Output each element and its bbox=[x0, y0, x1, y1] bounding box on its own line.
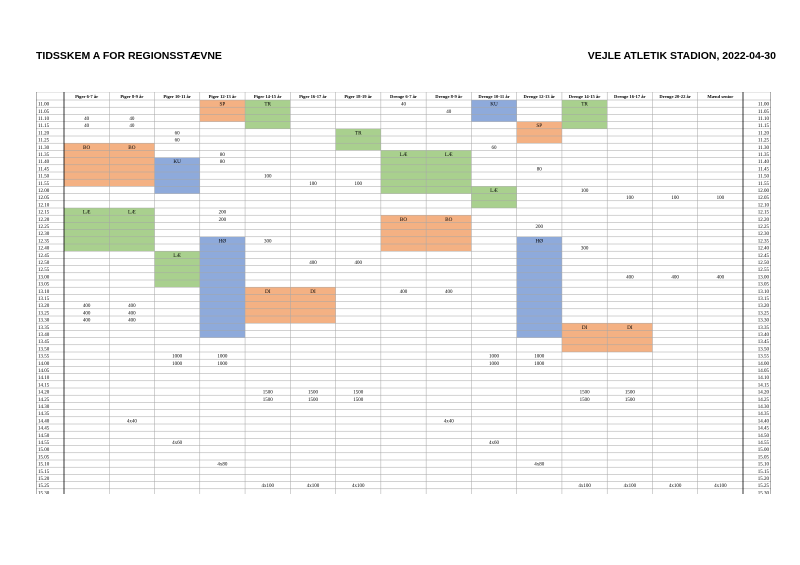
time-label-right: 11.45 bbox=[757, 167, 769, 173]
time-label-right: 14.35 bbox=[757, 412, 769, 418]
time-label-left: 12.15 bbox=[38, 210, 50, 216]
event-entry: 4x100 bbox=[714, 484, 727, 490]
event-label: LÆ bbox=[173, 252, 182, 259]
event-entry: 1500 bbox=[262, 390, 273, 396]
column-header: Piger 8-9 år bbox=[120, 94, 144, 100]
time-label-left: 15.00 bbox=[38, 448, 50, 454]
column-header: Drenge 12-13 år bbox=[523, 94, 556, 100]
time-label-right: 13.50 bbox=[757, 347, 769, 353]
column-header: Drenge 14-15 år bbox=[568, 94, 601, 100]
event-entry: 400 bbox=[82, 318, 91, 324]
event-entry: 400 bbox=[354, 261, 362, 266]
time-label-left: 13.20 bbox=[38, 304, 50, 310]
event-label: BO bbox=[445, 216, 453, 223]
event-entry: 400 bbox=[716, 275, 725, 281]
event-entry: 400 bbox=[128, 318, 136, 324]
event-entry: 400 bbox=[128, 311, 136, 317]
event-entry: 4x60 bbox=[489, 441, 500, 446]
event-label: SP bbox=[536, 123, 543, 130]
column-header: Drenge 16-17 år bbox=[614, 94, 646, 100]
page-title: TIDSSKEM A FOR REGIONSSTÆVNE bbox=[36, 50, 222, 62]
event-entry: 1000 bbox=[489, 354, 500, 360]
event-label: TR bbox=[354, 130, 362, 137]
time-label-right: 11.00 bbox=[757, 102, 769, 108]
event-label: LÆ bbox=[444, 152, 453, 158]
column-header: Drenge 6-7 år bbox=[390, 94, 417, 100]
time-label-right: 11.30 bbox=[757, 145, 769, 151]
time-label-left: 11.05 bbox=[38, 109, 50, 115]
time-label-right: 13.55 bbox=[757, 354, 769, 360]
event-label: BO bbox=[128, 144, 136, 151]
event-entry: 400 bbox=[82, 304, 91, 310]
time-label-right: 12.20 bbox=[757, 217, 769, 223]
time-label-right: 12.40 bbox=[757, 246, 769, 252]
time-label-left: 12.50 bbox=[38, 261, 50, 266]
time-label-left: 12.35 bbox=[38, 239, 50, 245]
time-label-right: 14.10 bbox=[757, 376, 769, 382]
time-label-left: 12.10 bbox=[38, 203, 50, 209]
time-label-left: 12.45 bbox=[38, 253, 50, 259]
event-entry: 400 bbox=[309, 261, 317, 266]
time-label-right: 11.20 bbox=[757, 131, 769, 137]
column-header: Drenge 8-9 år bbox=[435, 94, 463, 100]
event-entry: 60 bbox=[174, 138, 180, 144]
time-label-right: 12.00 bbox=[757, 189, 769, 194]
time-label-right: 14.50 bbox=[757, 433, 769, 439]
column-header: Drenge 20-22 år bbox=[659, 94, 691, 100]
event-entry: 300 bbox=[263, 239, 272, 245]
column-header: Drenge 10-11 år bbox=[478, 94, 510, 100]
time-label-left: 14.05 bbox=[38, 369, 50, 374]
time-label-left: 11.10 bbox=[38, 117, 50, 122]
event-entry: 400 bbox=[671, 275, 679, 281]
event-entry: 4x100 bbox=[351, 484, 365, 490]
event-entry: 4x100 bbox=[261, 484, 274, 490]
event-label: TR bbox=[581, 101, 588, 108]
time-label-right: 11.35 bbox=[757, 153, 769, 158]
time-label-right: 14.15 bbox=[757, 383, 769, 389]
time-label-right: 12.25 bbox=[757, 225, 769, 230]
time-label-right: 13.40 bbox=[757, 333, 769, 338]
time-label-left: 11.45 bbox=[38, 167, 50, 173]
event-entry: 80 bbox=[219, 160, 225, 166]
event-label: DI bbox=[310, 288, 316, 295]
time-label-left: 13.25 bbox=[38, 311, 50, 317]
time-label-right: 13.00 bbox=[757, 275, 769, 281]
time-label-left: 11.35 bbox=[38, 153, 50, 158]
time-label-left: 12.30 bbox=[38, 232, 50, 238]
time-label-right: 14.05 bbox=[757, 369, 769, 374]
time-label-left: 14.40 bbox=[38, 419, 50, 425]
time-label-left: 11.40 bbox=[38, 160, 50, 166]
column-header: Piger 12-13 år bbox=[208, 94, 237, 100]
event-entry: 80 bbox=[536, 167, 542, 173]
venue-date-title: VEJLE ATLETIK STADION, 2022-04-30 bbox=[587, 50, 776, 62]
time-label-right: 15.15 bbox=[757, 469, 769, 475]
time-label-right: 14.20 bbox=[757, 390, 769, 396]
time-label-right: 13.20 bbox=[757, 304, 769, 310]
time-label-right: 12.35 bbox=[757, 239, 769, 245]
time-label-right: 12.15 bbox=[757, 210, 769, 216]
event-entry: 1500 bbox=[624, 390, 635, 396]
time-label-left: 13.40 bbox=[38, 333, 50, 338]
time-label-right: 12.45 bbox=[757, 253, 769, 259]
column-header: Piger 6-7 år bbox=[75, 94, 99, 100]
time-label-right: 15.10 bbox=[757, 462, 769, 468]
time-label-left: 13.00 bbox=[38, 275, 50, 281]
time-label-right: 14.45 bbox=[757, 426, 769, 432]
event-entry: 1500 bbox=[353, 390, 364, 396]
time-label-right: 14.40 bbox=[757, 419, 769, 425]
event-label: BO bbox=[399, 216, 408, 223]
time-label-left: 14.30 bbox=[38, 405, 50, 410]
column-header: Piger 18-19 år bbox=[344, 94, 373, 100]
event-entry: 100 bbox=[354, 181, 362, 187]
event-entry: 1000 bbox=[172, 354, 183, 360]
time-label-right: 13.45 bbox=[757, 340, 769, 346]
time-label-left: 15.20 bbox=[38, 477, 50, 482]
time-label-left: 12.20 bbox=[38, 217, 50, 223]
event-entry: 100 bbox=[309, 181, 317, 187]
event-entry: 1500 bbox=[353, 397, 364, 403]
time-label-right: 12.05 bbox=[757, 196, 769, 202]
event-entry: 100 bbox=[716, 196, 725, 202]
time-label-left: 15.15 bbox=[38, 469, 50, 475]
event-entry: 4x100 bbox=[578, 484, 591, 490]
event-entry: 1000 bbox=[217, 354, 228, 360]
event-entry: 100 bbox=[263, 174, 272, 180]
time-label-left: 12.25 bbox=[38, 225, 50, 230]
event-entry: 4x80 bbox=[217, 462, 228, 468]
event-label: TR bbox=[264, 101, 272, 108]
event-label: DI bbox=[627, 324, 633, 331]
event-entry: 400 bbox=[626, 275, 634, 281]
event-entry: 4x100 bbox=[668, 484, 682, 490]
time-label-left: 13.35 bbox=[38, 325, 50, 331]
event-entry: 200 bbox=[535, 225, 544, 230]
time-label-right: 12.10 bbox=[757, 203, 769, 209]
event-entry: 40 bbox=[129, 124, 135, 130]
time-label-right: 11.05 bbox=[757, 109, 769, 115]
time-label-left: 13.05 bbox=[38, 282, 50, 288]
event-label: LÆ bbox=[82, 209, 91, 216]
event-entry: 40 bbox=[84, 117, 90, 122]
time-label-left: 15.25 bbox=[38, 484, 50, 490]
event-label: HØ bbox=[535, 238, 544, 245]
event-label: KU bbox=[490, 101, 498, 108]
event-entry: 4x80 bbox=[534, 462, 545, 468]
time-label-right: 11.10 bbox=[757, 117, 769, 122]
time-label-right: 11.50 bbox=[757, 174, 769, 180]
time-label-right: 14.25 bbox=[757, 397, 769, 403]
time-label-left: 11.30 bbox=[38, 145, 50, 151]
time-label-right: 15.00 bbox=[757, 448, 769, 454]
event-entry: 1000 bbox=[489, 361, 500, 367]
event-entry: 40 bbox=[129, 117, 135, 122]
time-label-left: 11.50 bbox=[38, 174, 50, 180]
event-label: LÆ bbox=[490, 188, 498, 194]
time-label-right: 13.10 bbox=[757, 289, 769, 295]
time-label-left: 13.15 bbox=[38, 297, 50, 302]
event-entry: 400 bbox=[128, 304, 136, 310]
event-entry: 400 bbox=[82, 311, 91, 317]
time-label-right: 14.30 bbox=[757, 405, 769, 410]
time-label-left: 11.25 bbox=[38, 138, 50, 144]
time-label-right: 15.05 bbox=[757, 455, 769, 461]
event-entry: 100 bbox=[626, 196, 634, 202]
time-label-left: 14.10 bbox=[38, 376, 50, 382]
time-label-right: 11.55 bbox=[757, 181, 769, 187]
time-label-left: 14.15 bbox=[38, 383, 50, 389]
schedule-grid bbox=[36, 92, 771, 494]
event-entry: 1500 bbox=[579, 390, 590, 396]
time-label-left: 11.20 bbox=[38, 131, 50, 137]
time-label-left: 14.50 bbox=[38, 433, 50, 439]
time-label-left: 15.10 bbox=[38, 462, 50, 468]
time-label-right: 12.50 bbox=[757, 261, 769, 266]
schedule-table bbox=[36, 92, 771, 494]
event-entry: 1500 bbox=[307, 397, 318, 403]
time-label-left: 15.05 bbox=[38, 455, 50, 461]
event-label: HØ bbox=[218, 238, 227, 245]
event-entry: 100 bbox=[580, 189, 589, 194]
event-entry: 4x100 bbox=[623, 484, 637, 490]
event-entry: 1500 bbox=[624, 397, 635, 403]
event-label: DI bbox=[581, 324, 588, 331]
time-label-left: 13.50 bbox=[38, 347, 50, 353]
event-entry: 60 bbox=[491, 145, 497, 151]
event-entry: 4x60 bbox=[172, 441, 183, 446]
event-entry: 1500 bbox=[262, 397, 273, 403]
event-label: DI bbox=[264, 288, 271, 295]
column-header: Piger 14-15 år bbox=[253, 94, 282, 100]
column-header: Piger 16-17 år bbox=[299, 94, 327, 100]
event-label: LÆ bbox=[399, 152, 408, 158]
time-label-left: 13.45 bbox=[38, 340, 50, 346]
time-label-right: 13.15 bbox=[757, 297, 769, 302]
time-label-right: 13.35 bbox=[757, 325, 769, 331]
event-entry: 60 bbox=[174, 131, 180, 137]
time-label-right: 13.25 bbox=[757, 311, 769, 317]
event-entry: 4x100 bbox=[306, 484, 320, 490]
event-label: BO bbox=[83, 144, 91, 151]
event-entry: 1000 bbox=[534, 361, 545, 367]
time-label-left: 15.30 bbox=[38, 491, 50, 494]
event-entry: 4x40 bbox=[443, 419, 454, 425]
time-label-right: 12.30 bbox=[757, 232, 769, 238]
event-entry: 200 bbox=[218, 217, 227, 223]
event-entry: 1000 bbox=[534, 354, 545, 360]
event-label: SP bbox=[219, 101, 226, 108]
time-label-right: 11.40 bbox=[757, 160, 769, 166]
column-header: Piger 10-11 år bbox=[163, 94, 191, 100]
time-label-left: 13.55 bbox=[38, 354, 50, 360]
event-entry: 80 bbox=[219, 153, 225, 158]
event-label: LÆ bbox=[128, 209, 136, 216]
event-entry: 40 bbox=[401, 102, 406, 108]
time-label-right: 15.25 bbox=[757, 484, 769, 490]
column-header: Mænd senior bbox=[707, 94, 734, 100]
time-label-left: 13.30 bbox=[38, 318, 50, 324]
event-entry: 1000 bbox=[172, 361, 183, 367]
time-label-left: 12.00 bbox=[38, 189, 50, 194]
time-label-right: 12.55 bbox=[757, 268, 769, 274]
time-label-left: 12.40 bbox=[38, 246, 50, 252]
time-label-left: 14.25 bbox=[38, 397, 50, 403]
event-entry: 200 bbox=[218, 210, 227, 216]
event-entry: 400 bbox=[399, 289, 408, 295]
event-entry: 100 bbox=[671, 196, 679, 202]
time-label-right: 11.25 bbox=[757, 138, 769, 144]
time-label-right: 14.55 bbox=[757, 441, 769, 446]
time-label-left: 11.00 bbox=[38, 102, 50, 108]
time-label-left: 13.10 bbox=[38, 289, 50, 295]
event-entry: 40 bbox=[446, 109, 452, 115]
time-label-left: 12.55 bbox=[38, 268, 50, 274]
time-label-left: 14.20 bbox=[38, 390, 50, 396]
time-label-right: 15.20 bbox=[757, 477, 769, 482]
event-entry: 4x40 bbox=[126, 419, 137, 425]
time-label-right: 15.30 bbox=[757, 491, 769, 494]
time-label-left: 14.00 bbox=[38, 361, 50, 367]
time-label-left: 11.15 bbox=[38, 124, 50, 130]
time-label-right: 14.00 bbox=[757, 361, 769, 367]
time-label-right: 13.05 bbox=[757, 282, 769, 288]
time-label-left: 11.55 bbox=[38, 181, 50, 187]
time-label-left: 12.05 bbox=[38, 196, 50, 202]
event-entry: 400 bbox=[445, 289, 453, 295]
time-label-left: 14.55 bbox=[38, 441, 50, 446]
event-entry: 40 bbox=[84, 124, 90, 130]
event-label: KU bbox=[173, 159, 181, 166]
time-label-left: 14.35 bbox=[38, 412, 50, 418]
time-label-left: 14.45 bbox=[38, 426, 50, 432]
event-entry: 300 bbox=[580, 246, 589, 252]
event-entry: 1500 bbox=[307, 390, 318, 396]
event-entry: 1000 bbox=[217, 361, 228, 367]
time-label-right: 11.15 bbox=[757, 124, 769, 130]
event-entry: 1500 bbox=[579, 397, 590, 403]
time-label-right: 13.30 bbox=[757, 318, 769, 324]
